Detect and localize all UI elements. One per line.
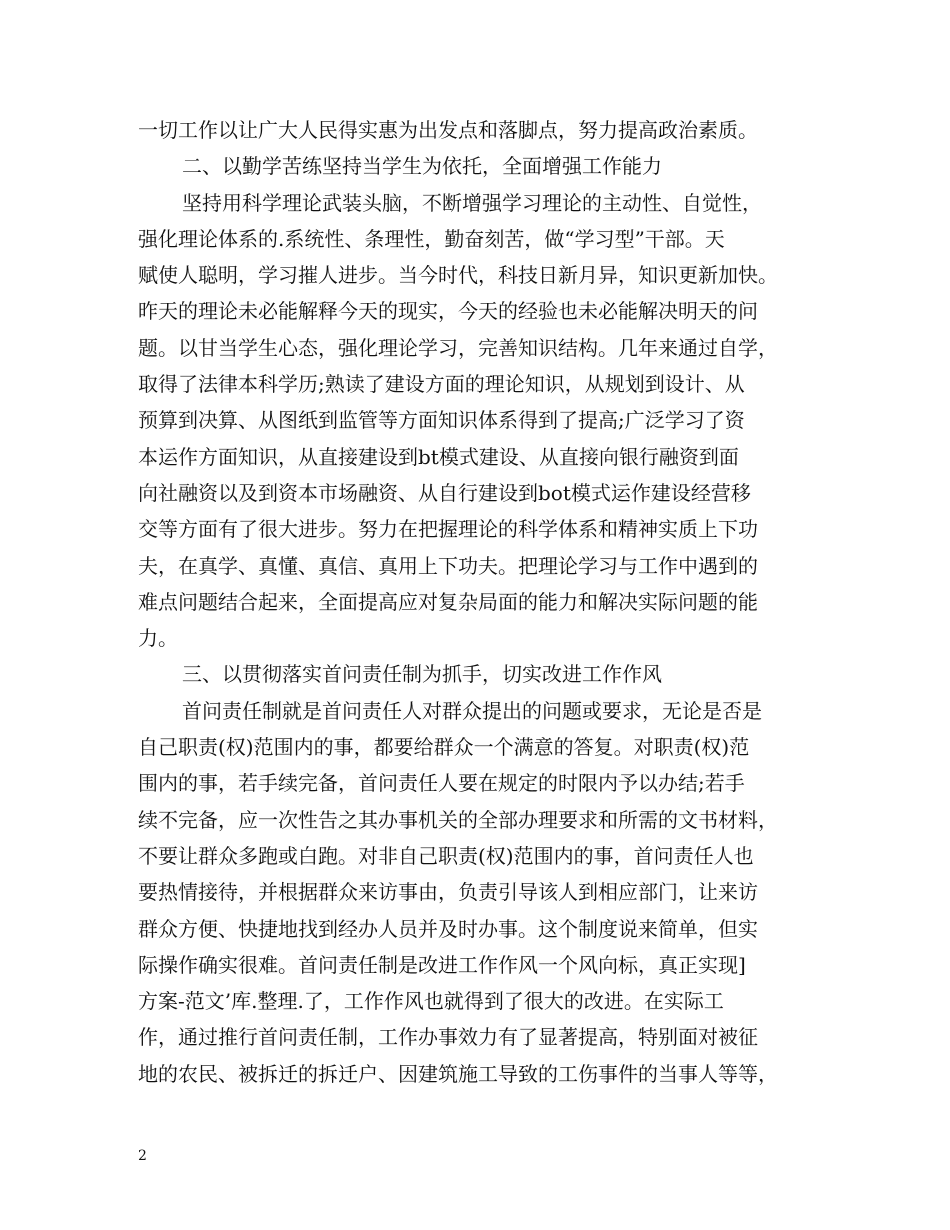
page-number: 2: [138, 1148, 147, 1164]
text-line: 一切工作以让广大人民得实惠为出发点和落脚点，努力提高政治素质。: [138, 118, 758, 142]
text-line: 力。: [138, 626, 178, 651]
text-line: 方案-范文’库.整理.了，工作作风也就得到了很大的改进。在实际工: [138, 989, 724, 1014]
text-line: 本运作方面知识，从直接建设到bt模式建设、从直接向银行融资到面: [138, 444, 739, 469]
text-line: 难点问题结合起来，全面提高应对复杂局面的能力和解决实际问题的能: [138, 589, 758, 614]
text-line: 要热情接待，并根据群众来访事由，负责引导该人到相应部门，让来访: [138, 880, 758, 905]
text-line: 地的农民、被拆迁的拆迁户、因建筑施工导致的工伤事件的当事人等等，: [138, 1061, 778, 1086]
text-line: 自己职责(权)范围内的事，都要给群众一个满意的答复。对职责(权)范: [138, 735, 750, 760]
text-line: 题。以甘当学生心态，强化理论学习，完善知识结构。几年来通过自学，: [138, 335, 778, 360]
text-line: 作，通过推行首问责任制，工作办事效力有了显著提高，特别面对被征: [138, 1025, 758, 1050]
text-line: 续不完备，应一次性告之其办事机关的全部办理要求和所需的文书材料，: [138, 807, 778, 832]
text-line: 交等方面有了很大进步。努力在把握理论的科学体系和精神实质上下功: [138, 517, 758, 542]
section-heading-2: 二、以勤学苦练坚持当学生为依托，全面增强工作能力: [182, 154, 662, 179]
text-line: 围内的事，若手续完备，首问责任人要在规定的时限内予以办结;若手: [138, 771, 745, 796]
text-line: 夫，在真学、真懂、真信、真用上下功夫。把理论学习与工作中遇到的: [138, 553, 758, 578]
text-line: 取得了法律本科学历;熟读了建设方面的理论知识，从规划到设计、从: [138, 372, 745, 397]
text-line: 预算到决算、从图纸到监管等方面知识体系得到了提高;广泛学习了资: [138, 408, 745, 433]
section-heading-3: 三、以贯彻落实首问责任制为抓手，切实改进工作作风: [182, 662, 662, 687]
text-line: 强化理论体系的.系统性、条理性，勤奋刻苦，做“学习型”干部。天: [138, 226, 725, 251]
text-line: 赋使人聪明，学习摧人进步。当今时代，科技日新月异，知识更新加快。: [138, 263, 778, 288]
body-text: [138, 112, 818, 1092]
text-line: 际操作确实很难。首问责任制是改进工作作风一个风向标，真正实现]: [138, 952, 746, 977]
text-line: 不要让群众多跑或白跑。对非自己职责(权)范围内的事，首问责任人也: [138, 843, 754, 868]
text-line: 群众方便、快捷地找到经办人员并及时办事。这个制度说来简单，但实: [138, 916, 758, 941]
text-line: 向社融资以及到资本市场融资、从自行建设到bot模式运作建设经营移: [138, 480, 751, 505]
text-line: 坚持用科学理论武装头脑，不断增强学习理论的主动性、自觉性，: [182, 190, 762, 215]
text-line: 首问责任制就是首问责任人对群众提出的问题或要求，无论是否是: [182, 698, 762, 723]
text-line: 昨天的理论未必能解释今天的现实，今天的经验也未必能解决明天的问: [138, 299, 758, 324]
